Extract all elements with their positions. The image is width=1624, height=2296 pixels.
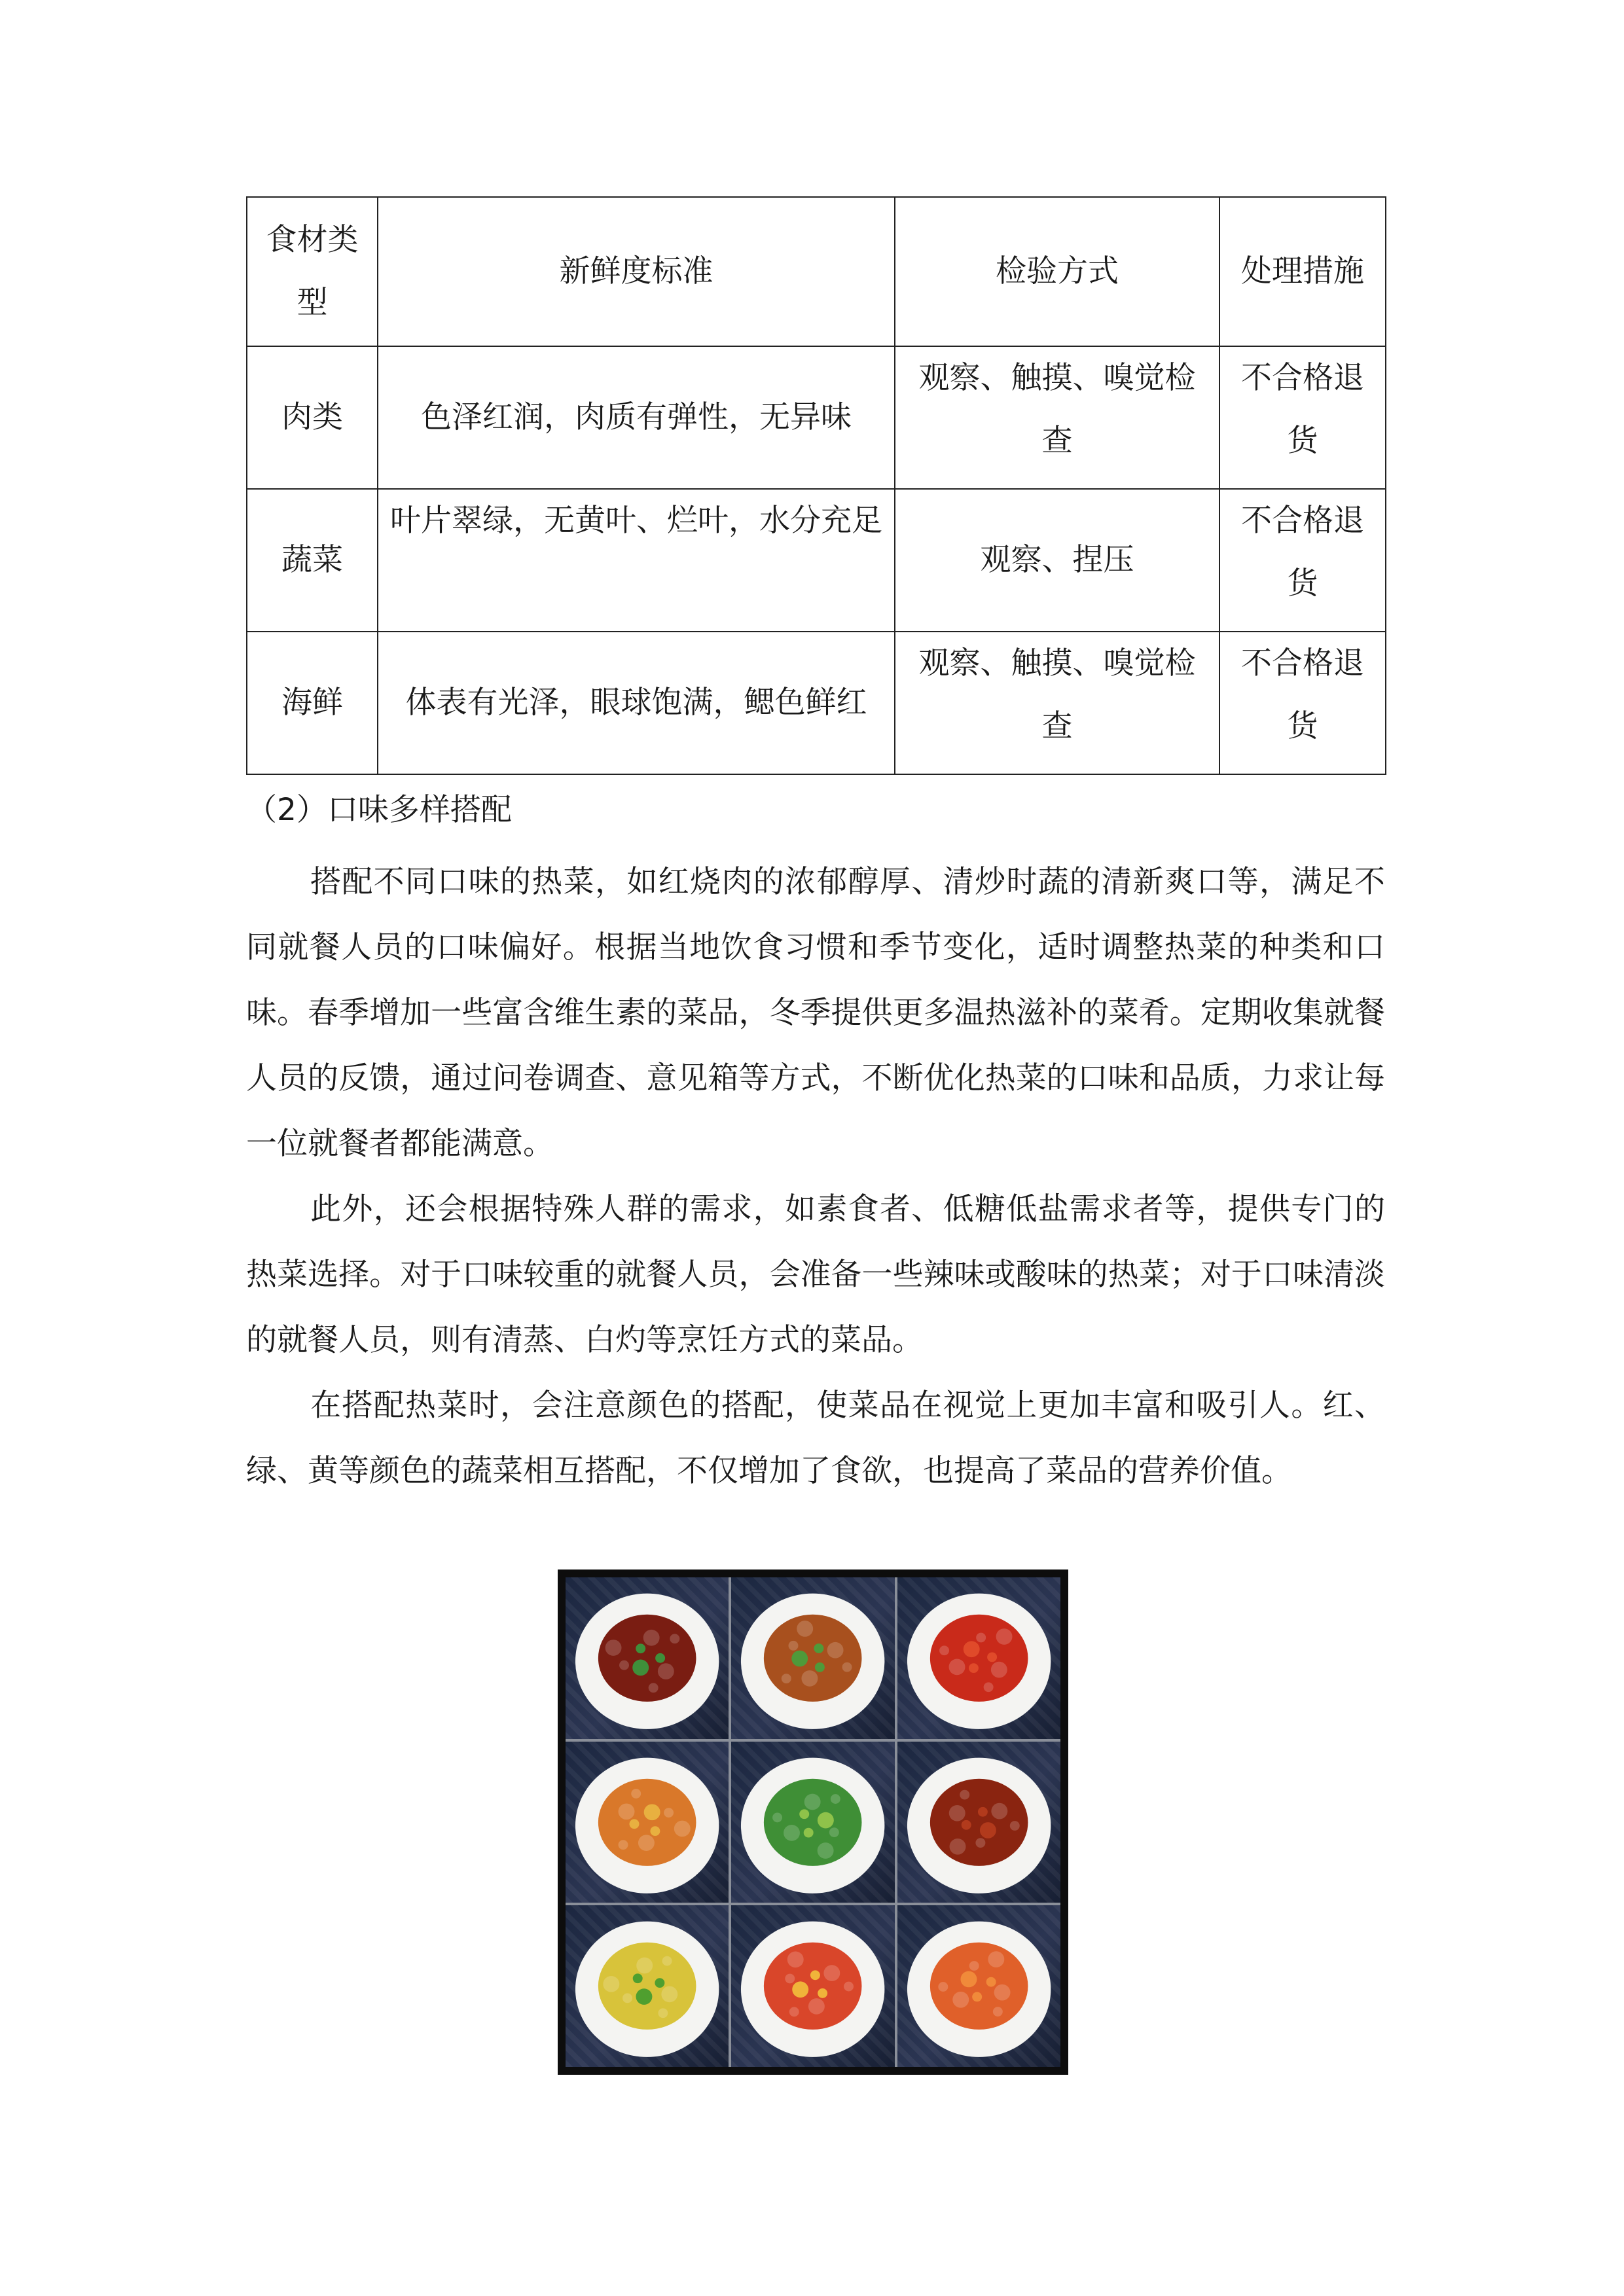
food-detail <box>987 1652 997 1662</box>
food-detail <box>969 1961 979 1971</box>
food-detail <box>619 1660 629 1670</box>
cell-method: 观察、触摸、嗅觉检查 <box>895 632 1219 774</box>
food-detail <box>818 1988 827 1998</box>
food-detail <box>938 1982 948 1992</box>
food-detail <box>789 2007 799 2017</box>
food-detail <box>824 1965 840 1982</box>
food-detail <box>661 1986 677 2003</box>
cell-type: 蔬菜 <box>247 489 378 632</box>
header-freshness-standard: 新鲜度标准 <box>378 197 895 346</box>
kung-pao-dish-icon <box>731 1577 894 1739</box>
header-ingredient-type: 食材类型 <box>247 197 378 346</box>
food-detail <box>980 1822 996 1839</box>
braised-pork-dish-icon <box>566 1577 729 1739</box>
food-detail <box>1009 1821 1019 1831</box>
food-detail <box>829 1827 839 1837</box>
food-detail <box>996 1628 1012 1645</box>
table-header-row <box>247 197 1386 346</box>
freshness-table <box>246 196 1386 775</box>
food-detail <box>978 1807 988 1817</box>
food-detail <box>784 1825 800 1841</box>
food-detail <box>969 1663 979 1673</box>
table-row <box>247 632 1386 774</box>
food-detail <box>636 1958 653 1974</box>
food-detail <box>948 1805 965 1821</box>
food-detail <box>643 1630 660 1646</box>
food-detail <box>986 1977 996 1987</box>
cell-standard: 色泽红润，肉质有弹性，无异味 <box>378 346 895 489</box>
dishes-photo <box>558 1570 1068 2075</box>
cell-method: 观察、触摸、嗅觉检查 <box>895 346 1219 489</box>
food-detail <box>644 1804 660 1820</box>
section-subtitle: （2）口味多样搭配 <box>246 792 512 828</box>
food-detail <box>961 1820 971 1830</box>
cell-action: 不合格退货 <box>1219 489 1386 632</box>
food-detail <box>789 1641 799 1651</box>
paragraph: 此外，还会根据特殊人群的需求，如素食者、低糖低盐需求者等，提供专门的热菜选择。对于口味较重的就餐人员，会准备一些辣味或酸味的热菜；对于口味清淡的就餐人员，则有清蒸、白灼等烹饪方式的菜品。 <box>246 1191 1385 1358</box>
food-detail <box>976 1633 986 1643</box>
sweet-sour-dish-icon <box>897 1905 1060 2067</box>
food-detail <box>638 1835 655 1851</box>
food-detail <box>785 1974 795 1984</box>
food-detail <box>983 1682 993 1692</box>
cell-type: 海鲜 <box>247 632 378 774</box>
food-detail <box>844 1982 854 1992</box>
food-detail <box>658 1663 674 1679</box>
food <box>598 1615 696 1702</box>
food-detail <box>952 1992 969 2008</box>
diced-chicken-dish-icon <box>566 1742 729 1903</box>
food-detail <box>827 1642 844 1659</box>
mixed-vegetables-dish-icon <box>566 1905 729 2067</box>
food-detail <box>963 1641 979 1657</box>
food-detail <box>650 1826 660 1836</box>
food-detail <box>636 1989 652 2005</box>
food-detail <box>674 1820 691 1837</box>
food-detail <box>818 1842 834 1859</box>
cell-action: 不合格退货 <box>1219 632 1386 774</box>
cell-standard: 叶片翠绿，无黄叶、烂叶，水分充足 <box>378 489 895 632</box>
food-detail <box>619 1840 628 1850</box>
food-detail <box>793 1982 809 1998</box>
tomato-egg-dish-icon <box>731 1905 894 2067</box>
food-detail <box>972 1992 982 2002</box>
food-detail <box>960 1971 977 1988</box>
food-detail <box>619 1803 635 1820</box>
food-detail <box>605 1640 622 1656</box>
food-detail <box>948 1659 965 1676</box>
food-detail <box>831 1794 840 1804</box>
food-detail <box>810 1971 820 1981</box>
food-detail <box>782 1674 791 1683</box>
food-detail <box>631 1789 641 1799</box>
food-detail <box>960 1789 969 1799</box>
food-detail <box>808 1998 825 2015</box>
food-detail <box>662 1956 672 1966</box>
food <box>764 1778 862 1865</box>
food-detail <box>670 1634 679 1643</box>
food-detail <box>804 1827 814 1837</box>
food-detail <box>815 1662 825 1672</box>
food-detail <box>623 1994 632 2003</box>
food-detail <box>655 1653 665 1663</box>
cell-action: 不合格退货 <box>1219 346 1386 489</box>
crayfish-dish-icon <box>897 1577 1060 1739</box>
food <box>930 1615 1028 1702</box>
dishes-grid <box>566 1577 1060 2067</box>
food-detail <box>629 1819 639 1829</box>
cell-type: 肉类 <box>247 346 378 489</box>
food-detail <box>636 1643 645 1653</box>
paragraph: 搭配不同口味的热菜，如红烧肉的浓郁醇厚、清炒时蔬的清新爽口等，满足不同就餐人员的口味偏好。根据当地饮食习惯和季节变化，适时调整热菜的种类和口味。春季增加一些富含维生素的菜品，冬季提供更多温热滋补的菜肴。定期收集就餐人员的反馈，通过问卷调查、意见箱等方式，不断优化热菜的口味和品质，力求让每一位就餐者都能满意。 <box>246 864 1385 1162</box>
dongpo-pork-dish-icon <box>897 1742 1060 1903</box>
food-detail <box>949 1839 965 1855</box>
food-detail <box>649 1683 659 1693</box>
food-detail <box>655 1979 664 1988</box>
paragraph: 在搭配热菜时，会注意颜色的搭配，使菜品在视觉上更加丰富和吸引人。红、绿、黄等颜色的蔬菜相互搭配，不仅增加了食欲，也提高了菜品的营养价值。 <box>246 1388 1385 1489</box>
food-detail <box>787 1952 804 1968</box>
food-detail <box>818 1812 834 1828</box>
table-row <box>247 489 1386 632</box>
header-inspection-method: 检验方式 <box>895 197 1219 346</box>
food-detail <box>993 2007 1003 2017</box>
food-detail <box>804 1793 821 1810</box>
header-handling-measure: 处理措施 <box>1219 197 1386 346</box>
food-detail <box>603 1976 619 1992</box>
food-detail <box>658 2009 668 2018</box>
food-detail <box>792 1651 808 1667</box>
cell-method: 观察、捏压 <box>895 489 1219 632</box>
food-detail <box>975 1838 985 1848</box>
cell-standard: 体表有光泽，眼球饱满，鳃色鲜红 <box>378 632 895 774</box>
food-detail <box>994 1984 1010 2001</box>
green-vegetable-dish-icon <box>731 1742 894 1903</box>
food-detail <box>802 1670 818 1687</box>
food-detail <box>797 1621 814 1637</box>
food-detail <box>800 1809 810 1819</box>
table-row <box>247 346 1386 489</box>
food-detail <box>814 1643 824 1653</box>
food-detail <box>988 1952 1004 1968</box>
food-detail <box>991 1803 1007 1819</box>
food-detail <box>991 1662 1007 1678</box>
food-detail <box>633 1974 643 1984</box>
food-detail <box>939 1645 949 1655</box>
food-detail <box>772 1812 782 1822</box>
food-detail <box>632 1660 649 1676</box>
food-detail <box>842 1662 852 1672</box>
food-detail <box>664 1808 674 1818</box>
